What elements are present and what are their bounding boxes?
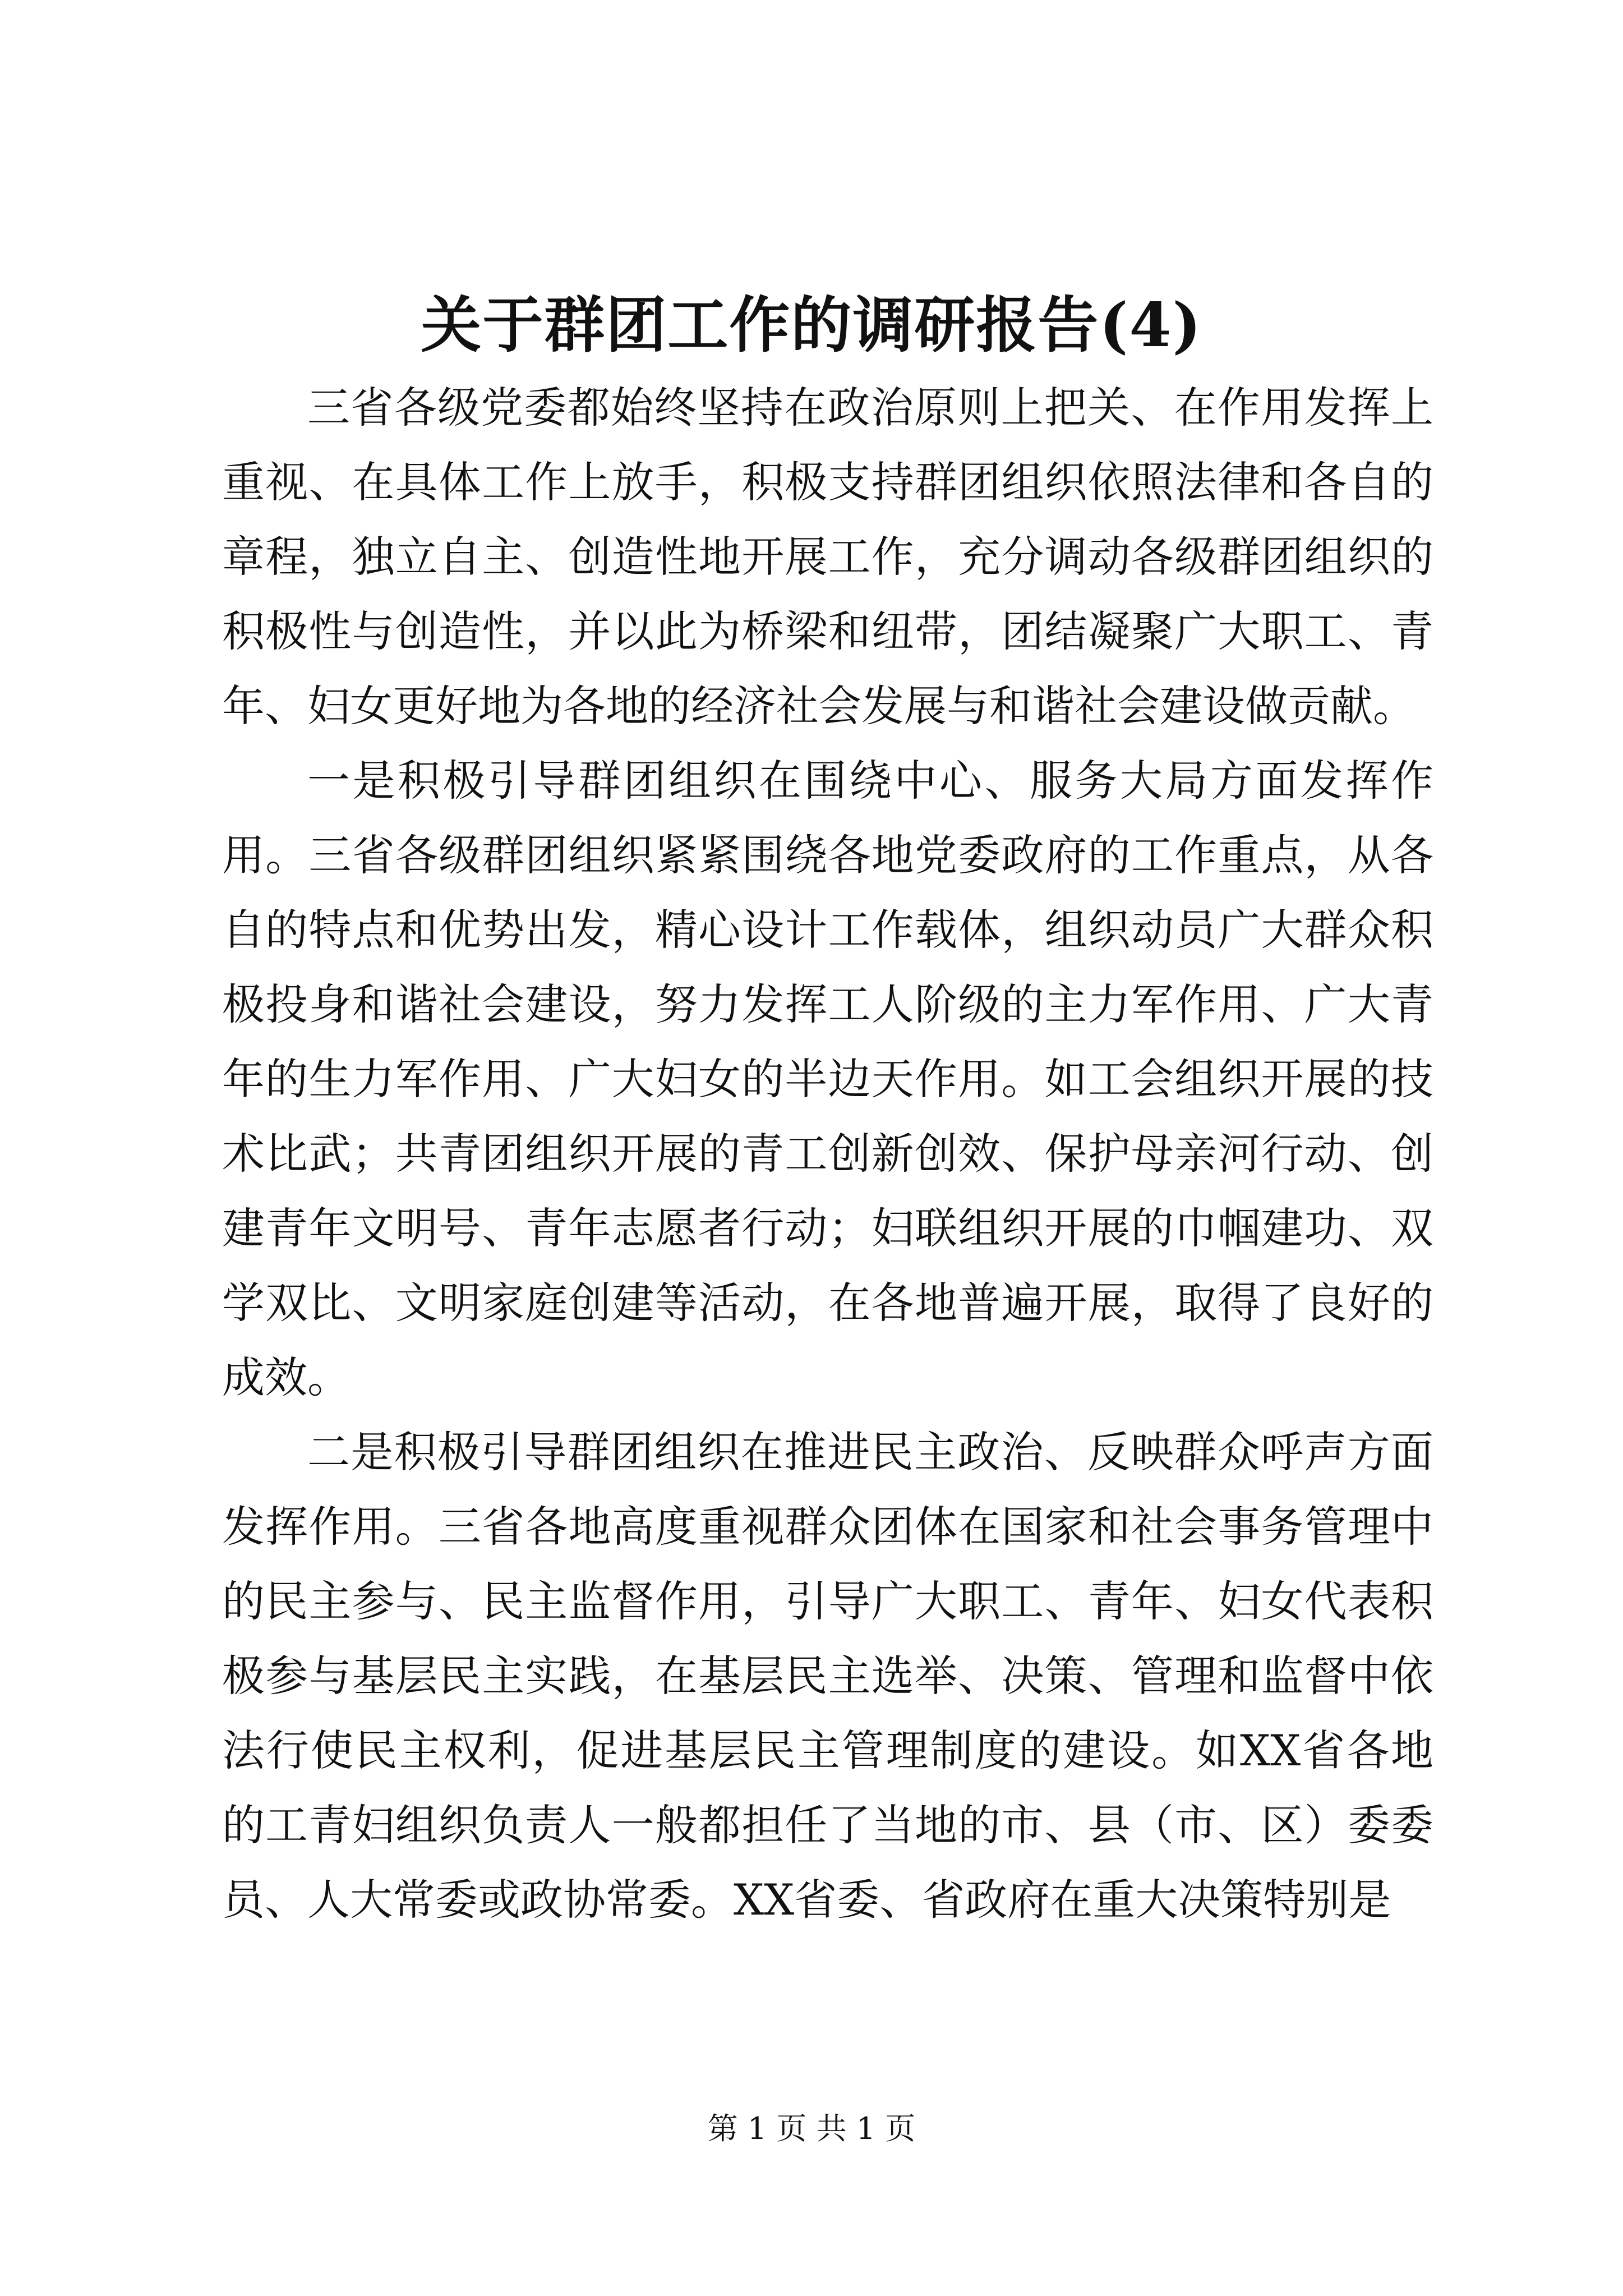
document-body — [222, 370, 1433, 1937]
document-title: 关于群团工作的调研报告(4) — [421, 290, 1202, 361]
paragraph-point-one: 一是积极引导群团组织在围绕中心、服务大局方面发挥作用。三省各级群团组织紧紧围绕各地党委政府的工作重点，从各自的特点和优势出发，精心设计工作载体，组织动员广大群众积极投身和谐社会建设，努力发挥工人阶级的主力军作用、广大青年的生力军作用、广大妇女的半边天作用。如工会组织开展的技术比武；共青团组织开展的青工创新创效、保护母亲河行动、创建青年文明号、青年志愿者行动；妇联组织开展的巾帼建功、双学双比、文明家庭创建等活动，在各地普遍开展，取得了良好的成效。 — [222, 756, 1433, 1402]
paragraph-point-two: 二是积极引导群团组织在推进民主政治、反映群众呼声方面发挥作用。三省各地高度重视群众团体在国家和社会事务管理中的民主参与、民主监督作用，引导广大职工、青年、妇女代表积极参与基层民主实践，在基层民主选举、决策、管理和监督中依法行使民主权利，促进基层民主管理制度的建设。如XX省各地的工青妇组织负责人一般都担任了当地的市、县（市、区）委委员、人大常委或政协常委。XX省委、省政府在重大决策特别是 — [222, 1427, 1433, 1925]
paragraph-intro: 三省各级党委都始终坚持在政治原则上把关、在作用发挥上重视、在具体工作上放手，积极支持群团组织依照法律和各自的章程，独立自主、创造性地开展工作，充分调动各级群团组织的积极性与创造性，并以此为桥梁和纽带，团结凝聚广大职工、青年、妇女更好地为各地的经济社会发展与和谐社会建设做贡献。 — [222, 383, 1433, 731]
page-footer: 第 1 页 共 1 页 — [707, 2111, 916, 2146]
